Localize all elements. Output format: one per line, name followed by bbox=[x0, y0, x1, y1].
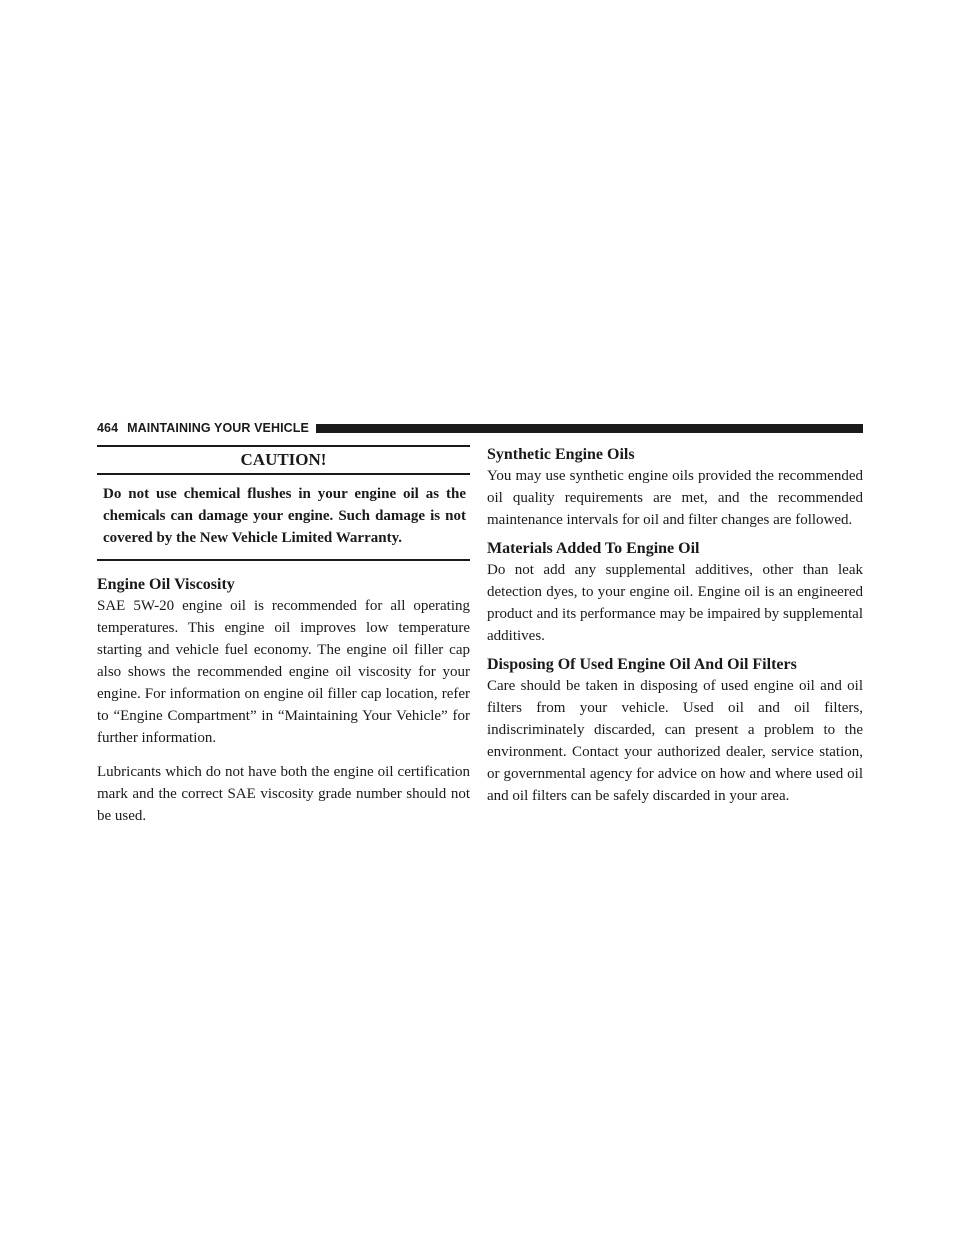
section-synthetic-engine-oils bbox=[487, 445, 863, 531]
header-rule bbox=[316, 424, 863, 433]
right-column bbox=[487, 445, 863, 815]
section-paragraph: You may use synthetic engine oils provided the recommended oil quality requirements are met, and the recommended maintenance intervals for oil and filter changes are followed. bbox=[487, 468, 863, 528]
caution-title: CAUTION! bbox=[97, 447, 470, 475]
left-column bbox=[97, 445, 470, 839]
section-heading: Engine Oil Viscosity bbox=[97, 576, 235, 593]
section-paragraph: Do not add any supplemental additives, other than leak detection dyes, to your engine oil. Engine oil is an engineered product and its performance may be impaired by supplemental additives. bbox=[487, 562, 863, 644]
page-number: 464 bbox=[97, 421, 119, 435]
section-title: MAINTAINING YOUR VEHICLE bbox=[127, 421, 309, 435]
section-paragraph: Lubricants which do not have both the engine oil certification mark and the correct SAE viscosity grade number should not be used. bbox=[97, 764, 470, 824]
section-paragraph: SAE 5W-20 engine oil is recommended for all operating temperatures. This engine oil improves low temperature starting and vehicle fuel economy. The engine oil filler cap also shows the recommended engine oil viscosity for your engine. For information on engine oil filler cap location, refer to “Engine Compartment” in “Maintaining Your Vehicle” for further information. bbox=[97, 598, 470, 746]
page-header bbox=[97, 418, 863, 438]
section-heading: Materials Added To Engine Oil bbox=[487, 540, 700, 557]
caution-box bbox=[97, 445, 470, 561]
section-heading: Synthetic Engine Oils bbox=[487, 446, 635, 463]
section-disposing-used-oil bbox=[487, 655, 863, 807]
section-heading: Disposing Of Used Engine Oil And Oil Filters bbox=[487, 656, 797, 673]
section-paragraph: Care should be taken in disposing of used engine oil and oil filters from your vehicle. Used oil and oil filters, indiscriminately discarded, can present a problem to the environment. Contact your authorized dealer, service station, or governmental agency for advice on how and where used oil and oil filters can be safely discarded in your area. bbox=[487, 678, 863, 804]
caution-text: Do not use chemical flushes in your engine oil as the chemicals can damage your engine. Such damage is not covered by the New Vehicle Limited Warranty. bbox=[103, 486, 466, 546]
section-materials-added bbox=[487, 539, 863, 647]
section-engine-oil-viscosity bbox=[97, 575, 470, 827]
